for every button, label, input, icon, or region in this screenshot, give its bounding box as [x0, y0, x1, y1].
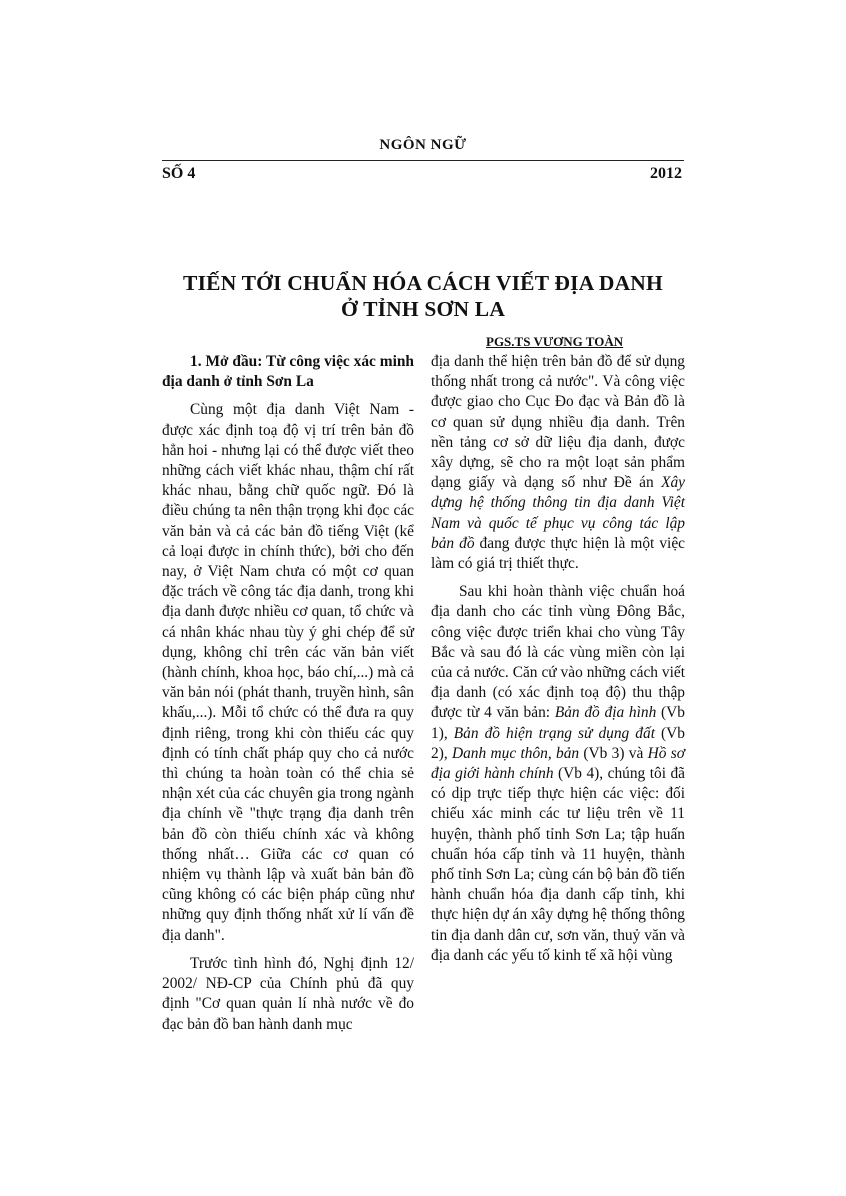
text-span: Sau khi hoàn thành việc chuẩn hoá địa danh cho các tỉnh vùng Đông Bắc, công việc được triển khai cho vùng Tây Bắc và sau đó là các vùng miền còn lại của cả nước. Căn cứ vào những cách viết địa danh (có xác định toạ độ) thu thập được từ 4 văn bản: [431, 583, 685, 722]
article-title [120, 270, 726, 322]
issue-number: SỐ 4 [162, 165, 196, 182]
project-title: Xây dựng hệ thống thông tin địa danh Việt Nam và quốc tế phục vụ công tác lập bản đồ [431, 474, 685, 552]
source-title: Danh mục thôn, bản [452, 744, 580, 762]
text-span: đang được thực hiện là một việc làm có giá trị thiết thực. [431, 534, 685, 573]
text-span: (Vb 4), chúng tôi đã có dịp trực tiếp thực hiện các việc: đối chiếu xác minh các tư liệu trên về 11 huyện, thành phố tỉnh Sơn La; tập huấn chuẩn hóa cấp tỉnh và 11 huyện, thành phố tỉnh Sơn La; cùng cán bộ bản đồ tiến hành chuẩn hóa địa danh cấp tỉnh, khi thực hiện dự án xây dựng hệ thống thông tin địa danh dân cư, sơn văn, thuỷ văn và địa danh các yếu tố kinh tế xã hội vùng [431, 765, 685, 964]
text-span: (Vb 1), [431, 704, 685, 742]
author: PGS.TS VƯƠNG TOÀN [486, 334, 624, 349]
title-line-1: TIẾN TỚI CHUẨN HÓA CÁCH VIẾT ĐỊA DANH [183, 271, 663, 295]
paragraph: Trước tình hình đó, Nghị định 12/ 2002/ NĐ-CP của Chính phủ đã quy định "Cơ quan quản lí nhà nước về đo đạc bản đồ ban hành danh mục [162, 954, 414, 1033]
paragraph [431, 352, 685, 574]
paragraph: Cùng một địa danh Việt Nam - được xác định toạ độ vị trí trên bản đồ hẳn hoi - nhưng lại có thể được viết theo những cách viết khác nhau, thậm chí rất khác nhau, bằng chữ quốc ngữ. Đó là điều chúng ta nên thận trọng khi đọc các văn bản và cả các bản đồ tiếng Việt (kể cả loại được in chính thức), bởi cho đến nay, ở Việt Nam chưa có một cơ quan đặc trách về công tác địa danh, trong khi địa danh được nhiều cơ quan, tổ chức và cá nhân khác nhau tùy ý ghi chép để sử dụng, không chỉ trên các văn bản viết (hành chính, khoa học, báo chí,...) mà cả văn bản nói (phát thanh, truyền hình, sân khấu,...). Mỗi tổ chức có thể đưa ra quy định riêng, trong khi còn thiếu các quy định có tính chất pháp quy cho cả nước thì chúng ta hoàn toàn có thể chia sẻ nhận xét của các chuyên gia trong ngành địa chính về "thực trạng địa danh trên bản đồ còn thiếu chính xác và không thống nhất… Giữa các cơ quan có nhiệm vụ thành lập và xuất bản bản đồ cũng không có các biện pháp cũng như những quy định thống nhất xử lí vấn đề địa danh". [162, 401, 414, 944]
header-rule [162, 160, 684, 161]
journal-name: NGÔN NGỮ [379, 137, 467, 153]
source-title: Bản đồ hiện trạng sử dụng đất [453, 724, 655, 742]
title-line-2: Ở TỈNH SƠN LA [340, 297, 506, 321]
issue-year: 2012 [650, 165, 682, 182]
paragraph [431, 582, 685, 966]
source-title: Bản đồ địa hình [554, 704, 657, 722]
source-title: Hồ sơ địa giới hành chính [431, 744, 685, 783]
text-span: (Vb 3) và [579, 744, 648, 762]
text-span: địa danh thể hiện trên bản đồ để sử dụng thống nhất trong cả nước". Và công việc được giao cho Cục Đo đạc và Bản đồ là cơ quan sử dụng nhiều địa danh. Trên nền tảng cơ sở dữ liệu địa danh, được xây dựng, sẽ cho ra một loạt sản phẩm dạng giấy và dạng số như Đề án [431, 353, 685, 492]
text-span: (Vb 2), [431, 724, 685, 762]
right-column [431, 352, 685, 966]
section-heading: 1. Mở đầu: Từ công việc xác minh địa danh ở tỉnh Sơn La [162, 353, 414, 391]
left-column [162, 352, 414, 1035]
issue-row [162, 165, 684, 187]
